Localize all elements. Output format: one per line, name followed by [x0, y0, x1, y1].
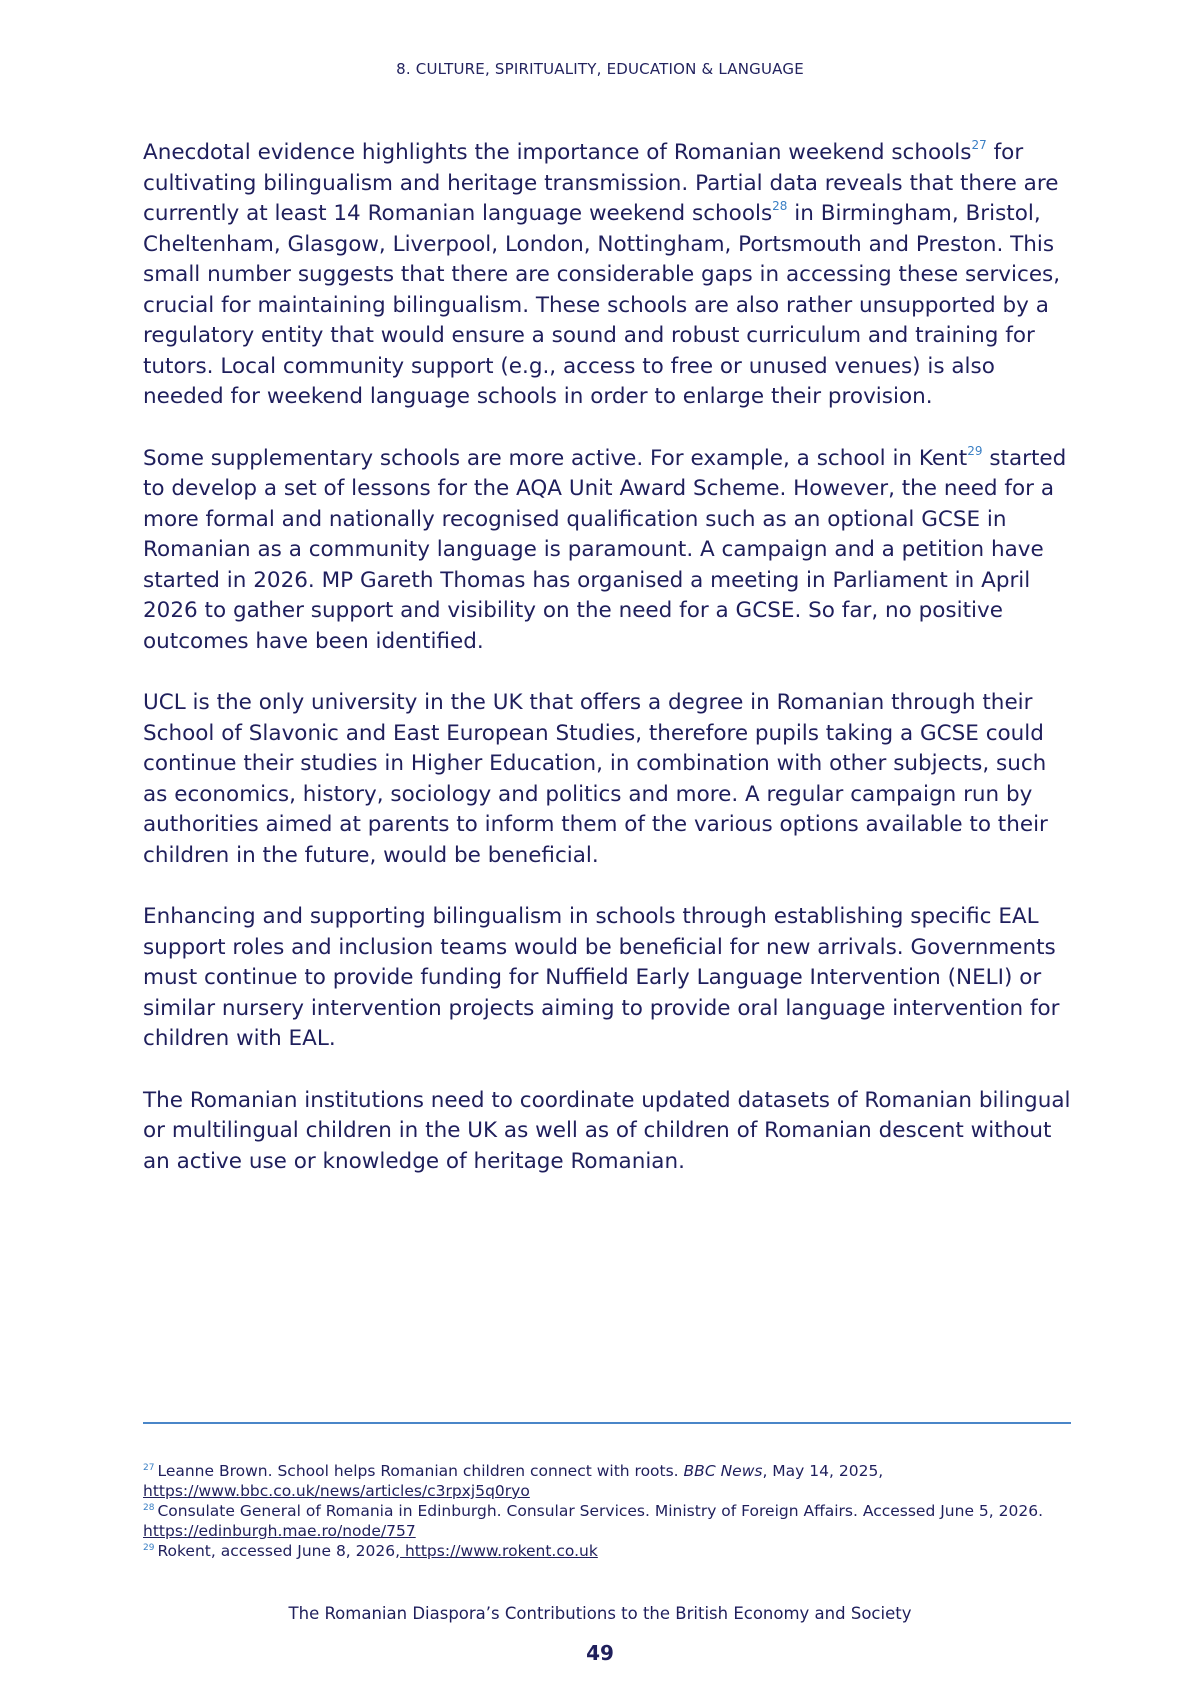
footnote-29	[143, 1541, 1083, 1561]
footnote-number: 27	[143, 1463, 155, 1473]
paragraph-text: Some supplementary schools are more active. For example, a school in Kent	[143, 445, 968, 471]
footnotes	[143, 1461, 1083, 1561]
paragraph-eal-support: Enhancing and supporting bilingualism in schools through establishing specific EAL support roles and inclusion teams would be beneficial for new arrivals. Governments must continue to provide funding for Nuffield Early Language Intervention (NELI) or similar nursery intervention projects aiming to provide oral language intervention for children with EAL.	[143, 904, 1060, 1051]
footnote-divider	[143, 1422, 1071, 1424]
paragraph-text: in Birmingham, Bristol, Cheltenham, Glasgow, Liverpool, London, Nottingham, Portsmouth and Preston. This small number suggests that there are considerable gaps in accessing these services, crucial for maintaining bilingualism. These schools are also rather unsupported by a regulatory entity that would ensure a sound and robust curriculum and training for tutors. Local community support (e.g., access to free or unused venues) is also needed for weekend language schools in order to enlarge their provision.	[143, 201, 1061, 409]
footnote-28	[143, 1501, 1083, 1541]
paragraph-text: Anecdotal evidence highlights the importance of Romanian weekend schools	[143, 140, 972, 165]
footnote-number: 29	[143, 1543, 155, 1553]
footnote-27	[143, 1461, 1083, 1501]
footnote-ref-28[interactable]: 28	[772, 199, 788, 213]
footnote-link[interactable]: https://www.rokent.co.uk	[400, 1542, 598, 1560]
paragraph-datasets: The Romanian institutions need to coordinate updated datasets of Romanian bilingual or multilingual children in the UK as well as of children of Romanian descent without an active use or knowledge of heritage Romanian.	[143, 1087, 1071, 1174]
footnote-ref-27[interactable]: 27	[971, 138, 987, 152]
main-content	[143, 138, 1073, 1208]
document-title: The Romanian Diaspora’s Contributions to the British Economy and Society	[288, 1604, 912, 1623]
footnote-text: Rokent, accessed June 8, 2026,	[157, 1542, 401, 1560]
footnote-text: , May 14, 2025,	[762, 1462, 884, 1480]
paragraph-ucl: UCL is the only university in the UK that offers a degree in Romanian through their School of Slavonic and East European Studies, therefore pupils taking a GCSE could continue their studies in Higher Education, in combination with other subjects, such as economics, history, sociology and politics and more. A regular campaign run by authorities aimed at parents to inform them of the various options available to their children in the future, would be beneficial.	[143, 690, 1048, 868]
footnote-text: Leanne Brown. School helps Romanian children connect with roots.	[157, 1462, 684, 1480]
footnote-ref-29[interactable]: 29	[967, 443, 983, 458]
paragraph-weekend-schools	[143, 138, 1073, 413]
footnote-link[interactable]: https://www.bbc.co.uk/news/articles/c3rpxj5q0ryo	[143, 1482, 530, 1500]
paragraph-text: for cultivating bilingualism and heritage transmission. Partial data reveals that there are currently at least 14 Romanian language weekend schools	[143, 140, 1059, 226]
footnote-source: BBC News	[683, 1462, 763, 1480]
footnote-text: Consulate General of Romania in Edinburgh. Consular Services. Ministry of Foreign Affairs. Accessed June 5, 2026.	[157, 1502, 1043, 1520]
section-header: 8. CULTURE, SPIRITUALITY, EDUCATION & LANGUAGE	[396, 60, 804, 78]
paragraph-text: started to develop a set of lessons for the AQA Unit Award Scheme. However, the need for a more formal and nationally recognised qualification such as an optional GCSE in Romanian as a community language is paramount. A campaign and a petition have started in 2026. MP Gareth Thomas has organised a meeting in Parliament in April 2026 to gather support and visibility on the need for a GCSE. So far, no positive outcomes have been identified.	[143, 445, 1067, 654]
footnote-number: 28	[143, 1503, 155, 1513]
page-number: 49	[586, 1641, 614, 1665]
paragraph-supplementary-schools	[143, 444, 1073, 658]
footnote-link[interactable]: https://edinburgh.mae.ro/node/757	[143, 1522, 416, 1540]
